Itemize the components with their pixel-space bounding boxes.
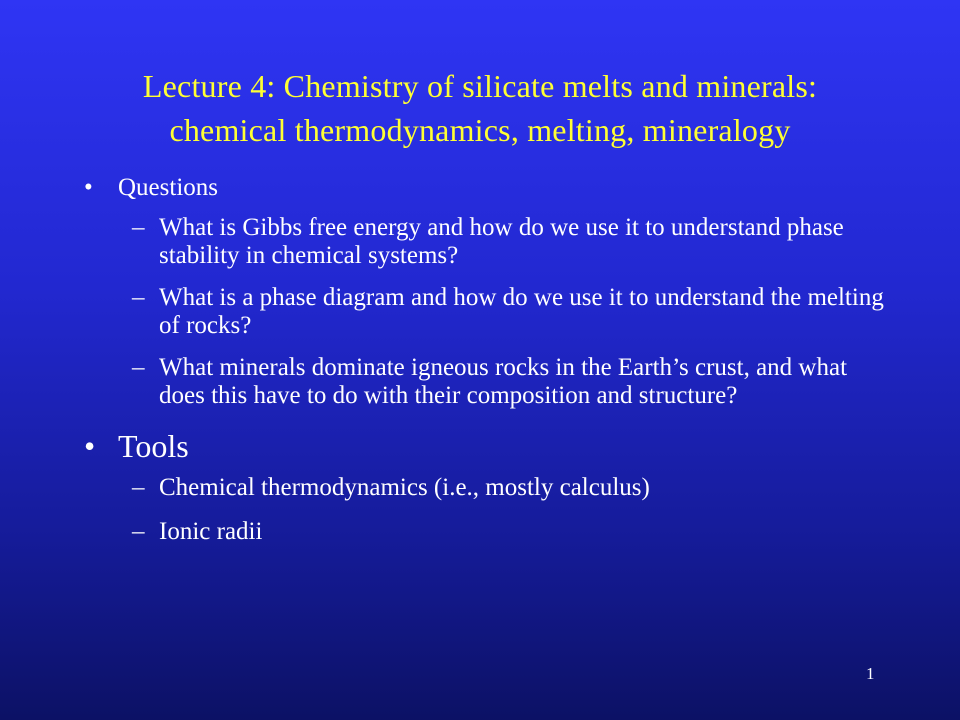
slide-body [84,170,884,562]
bullet-questions [84,170,884,206]
sub-item [84,284,884,340]
bullet-tools [84,424,884,468]
sub-item-text: What is a phase diagram and how do we use it to understand the melting of rocks? [159,284,884,339]
sub-item-text: What is Gibbs free energy and how do we use it to understand phase stability in chemical systems? [159,214,844,269]
sub-item-text: Ionic radii [159,518,263,545]
dash-icon: – [132,354,145,381]
dash-icon: – [132,474,145,501]
bullet-icon: • [84,174,93,201]
sub-item [84,518,884,546]
dash-icon: – [132,518,145,545]
sub-item-text: What minerals dominate igneous rocks in the Earth’s crust, and what does this have to do with their composition and structure? [159,354,848,409]
bullet-label: Questions [118,174,218,201]
sub-item [84,474,884,502]
slide-title [0,64,960,152]
sub-item [84,354,884,410]
dash-icon: – [132,214,145,241]
sub-item-text: Chemical thermodynamics (i.e., mostly calculus) [159,474,650,501]
page-number: 1 [866,664,875,683]
bullet-icon: • [84,428,96,464]
bullet-label: Tools [118,428,189,464]
sub-item [84,214,884,270]
dash-icon: – [132,284,145,311]
title-line-2: chemical thermodynamics, melting, mineralogy [169,112,791,148]
title-line-1: Lecture 4: Chemistry of silicate melts and minerals: [142,68,818,104]
